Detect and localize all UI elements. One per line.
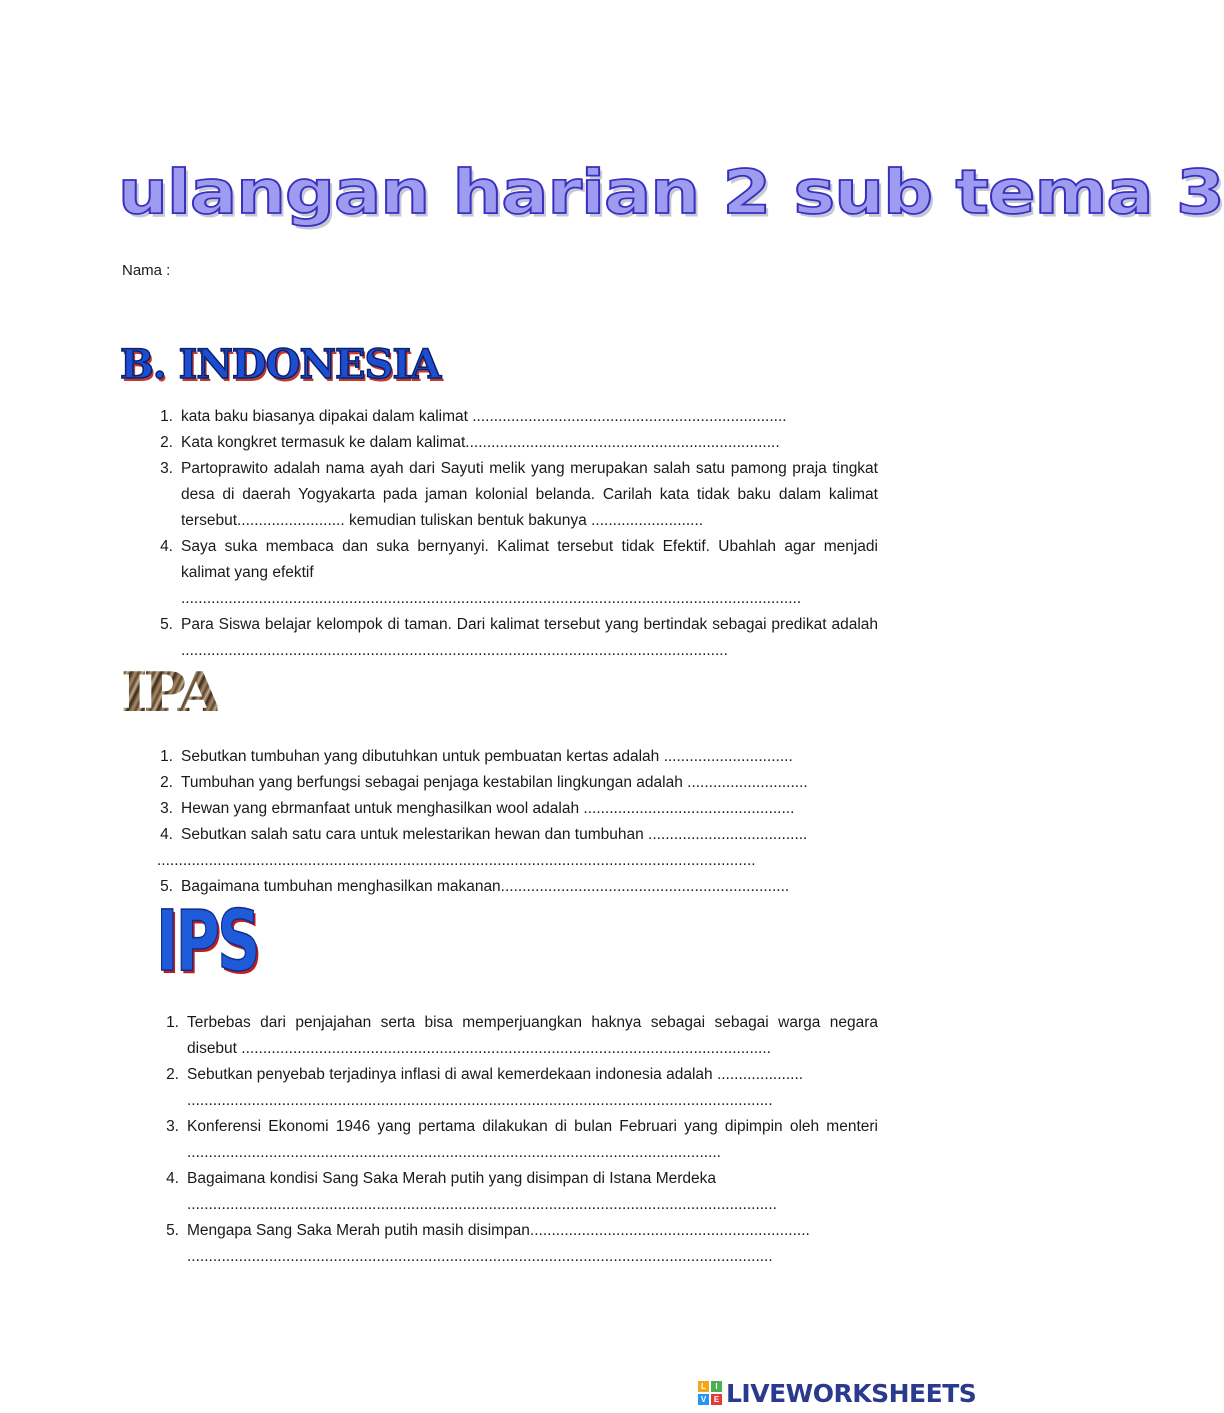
logo-tile: V	[698, 1394, 709, 1405]
question-number: 1.	[160, 748, 173, 765]
question-item	[166, 1010, 878, 1062]
question-text: Hewan yang ebrmanfaat untuk menghasilkan wool adalah .................................................	[181, 800, 795, 817]
question-item	[160, 456, 878, 534]
section-heading-ips: IPS	[156, 892, 258, 990]
question-number: 5.	[160, 616, 173, 633]
question-item	[160, 822, 878, 848]
question-list-ips	[166, 1010, 878, 1270]
question-item	[160, 612, 878, 664]
question-text: Partoprawito adalah nama ayah dari Sayuti melik yang merupakan salah satu pamong praja tingkat desa di daerah Yogyakarta pada jaman kolonial belanda. Carilah kata tidak baku dalam kalimat tersebut......................... kemudian tuliskan bentuk bakunya ..........................	[181, 460, 878, 529]
question-text: Bagaimana kondisi Sang Saka Merah putih yang disimpan di Istana Merdeka	[187, 1170, 717, 1187]
question-item	[160, 430, 878, 456]
question-text: Sebutkan salah satu cara untuk melestarikan hewan dan tumbuhan .....................................	[181, 826, 808, 843]
question-item	[160, 874, 878, 900]
worksheet-title: ulangan harian 2 sub tema 3	[118, 157, 1224, 228]
question-item	[166, 1114, 878, 1166]
question-number: 2.	[160, 774, 173, 791]
question-text: Saya suka membaca dan suka bernyanyi. Kalimat tersebut tidak Efektif. Ubahlah agar menjadi kalimat yang efektif	[181, 538, 878, 581]
question-item	[166, 1166, 878, 1218]
question-number: 1.	[160, 408, 173, 425]
logo-tile: I	[711, 1381, 722, 1392]
question-number: 3.	[160, 800, 173, 817]
question-text: Mengapa Sang Saka Merah putih masih disimpan.................................................................	[187, 1222, 810, 1239]
question-list-ipa	[157, 744, 878, 900]
question-number: 4.	[160, 538, 173, 555]
answer-line: .........................................................................................................................................	[187, 1196, 777, 1213]
question-number: 4.	[166, 1170, 179, 1187]
question-number: 5.	[166, 1222, 179, 1239]
answer-line: ...........................................................................................................................................	[157, 852, 756, 869]
section-heading-bindo: B. INDONESIA	[120, 341, 441, 388]
answer-line: ........................................................................................................................................	[187, 1092, 773, 1109]
section-heading-ipa: IPA	[121, 660, 218, 724]
name-label: Nama :	[122, 262, 171, 279]
answer-line: ................................................................................................................................................	[181, 590, 802, 607]
question-item	[160, 770, 878, 796]
question-text: Sebutkan penyebab terjadinya inflasi di awal kemerdekaan indonesia adalah ....................	[187, 1066, 804, 1083]
logo-tile: L	[698, 1381, 709, 1392]
question-item	[160, 796, 878, 822]
question-number: 2.	[166, 1066, 179, 1083]
question-item	[166, 1218, 878, 1270]
question-text: Para Siswa belajar kelompok di taman. Dari kalimat tersebut yang bertindak sebagai predikat adalah ...............................................................................................................................	[181, 616, 878, 659]
question-number: 5.	[160, 878, 173, 895]
question-text: Tumbuhan yang berfungsi sebagai penjaga kestabilan lingkungan adalah ............................	[181, 774, 808, 791]
question-item	[160, 744, 878, 770]
question-item	[160, 404, 878, 430]
question-text: Konferensi Ekonomi 1946 yang pertama dilakukan di bulan Februari yang dipimpin oleh menteri ............................................................................................................................	[187, 1118, 878, 1161]
question-number: 4.	[160, 826, 173, 843]
question-number: 3.	[160, 460, 173, 477]
question-list-bindo	[160, 404, 878, 664]
question-number: 1.	[166, 1014, 179, 1031]
question-item	[166, 1062, 878, 1114]
question-number: 3.	[166, 1118, 179, 1135]
logo-tile: E	[711, 1394, 722, 1405]
question-text: Bagaimana tumbuhan menghasilkan makanan...................................................................	[181, 878, 790, 895]
question-text: Terbebas dari penjajahan serta bisa memperjuangkan haknya sebagai sebagai warga negara disebut ...........................................................................................................................	[187, 1014, 878, 1057]
question-text: Kata kongkret termasuk ke dalam kalimat.........................................................................	[181, 434, 780, 451]
liveworksheets-logo	[698, 1378, 976, 1408]
question-number: 2.	[160, 434, 173, 451]
logo-icon	[698, 1381, 722, 1405]
question-item	[160, 534, 878, 612]
answer-line: ........................................................................................................................................	[187, 1248, 773, 1265]
question-text: Sebutkan tumbuhan yang dibutuhkan untuk pembuatan kertas adalah ..............................	[181, 748, 793, 765]
logo-brand-text: LIVEWORKSHEETS	[726, 1378, 977, 1408]
question-text: kata baku biasanya dipakai dalam kalimat .........................................................................	[181, 408, 787, 425]
